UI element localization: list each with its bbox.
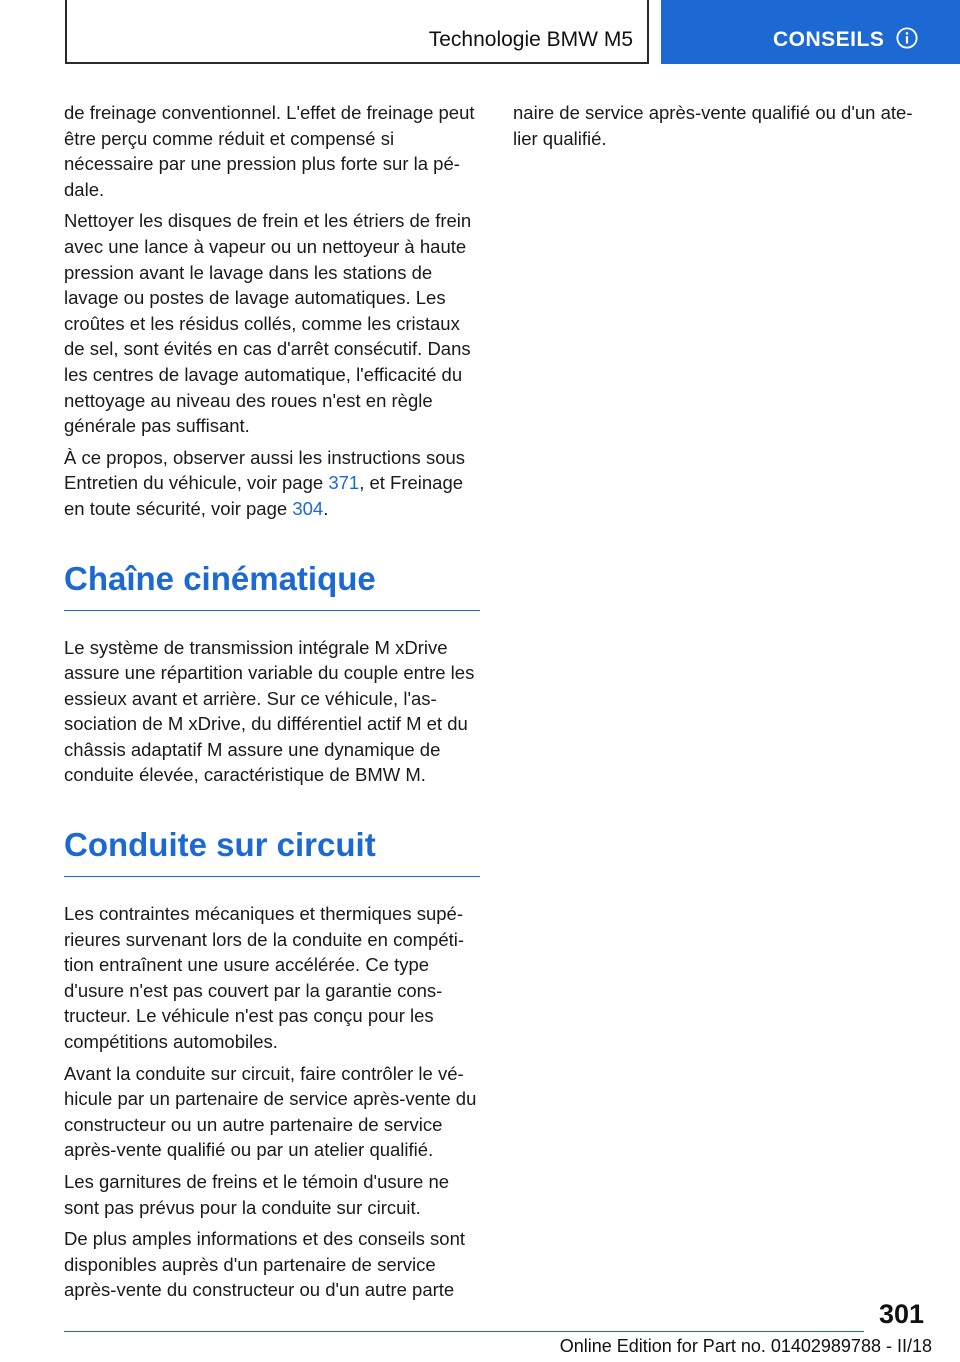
paragraph-text: . (323, 497, 329, 519)
page-link-304[interactable]: 304 (292, 497, 324, 519)
paragraph: Le système de transmission intégrale M xDrive assure une répartition variable du couple entre les essieux avant et arrière. Sur ce véhicule, l'association de M xDrive, du différentiel actif M et du châssis adaptatif M assure une dynamique de conduite élevée, caractéristique de BMW M. (64, 636, 475, 786)
paragraph-text: À ce propos, observer aussi les instructions sous Entretien du véhicule, voir page (64, 446, 466, 494)
section-label: CONSEILS (773, 28, 885, 51)
header-title-box (65, 0, 649, 64)
paragraph: Les contraintes mécaniques et thermiques supérieures survenant lors de la conduite en compétition entraînent une usure accélérée. Ce type d'usure n'est pas couvert par la garantie constructeur. Le véhicule n'est pas conçu pour les compétitions automobiles. (64, 903, 465, 1053)
paragraph: De plus amples informations et des conseils sont disponibles auprès d'un partenaire de service après-vente du constructeur ou d'un autre parte (64, 1228, 466, 1301)
header-title: Technologie BMW M5 (428, 28, 633, 51)
section-heading-chaine-cinematique: Chaîne cinématique (64, 560, 480, 611)
page-link-371[interactable]: 371 (328, 472, 360, 494)
paragraph: Avant la conduite sur circuit, faire contrôler le véhicule par un partenaire de service après-vente du constructeur ou un autre partenaire de service après-vente qualifié ou par un atelier qualifié. (64, 1062, 477, 1161)
right-column (513, 100, 929, 157)
left-column (64, 100, 480, 1309)
paragraph: naire de service après-vente qualifié ou d'un atelier qualifié. (513, 102, 913, 149)
paragraph: Les garnitures de freins et le témoin d'usure ne sont pas prévus pour la conduite sur circuit. (64, 1171, 450, 1218)
paragraph: Nettoyer les disques de frein et les étriers de frein avec une lance à vapeur ou un nettoyeur à haute pression avant le lavage dans les stations de lavage ou postes de lavage automatiques. Les croûtes et les résidus collés, comme les cristaux de sel, sont évités en cas d'arrêt consécutif. Dans les centres de lavage automatique, l'efficacité du nettoyage au niveau des roues n'est en règle générale pas suffisant. (64, 210, 472, 437)
paragraph-with-links (64, 445, 480, 522)
header-section-tab[interactable] (661, 0, 960, 64)
page-number: 301 (878, 1299, 924, 1329)
section-heading-conduite-sur-circuit: Conduite sur circuit (64, 826, 480, 877)
info-icon (896, 27, 918, 49)
paragraph: de freinage conventionnel. L'effet de freinage peut être perçu comme réduit et compensé si nécessaire par une pression plus forte sur la pédale. (64, 102, 475, 200)
paragraph-text: , et Freinage en toute sécurité, voir page (64, 472, 464, 519)
footer-edition: Online Edition for Part no. 01402989788 - II/18 (559, 1336, 932, 1356)
footer-divider (64, 1331, 864, 1332)
